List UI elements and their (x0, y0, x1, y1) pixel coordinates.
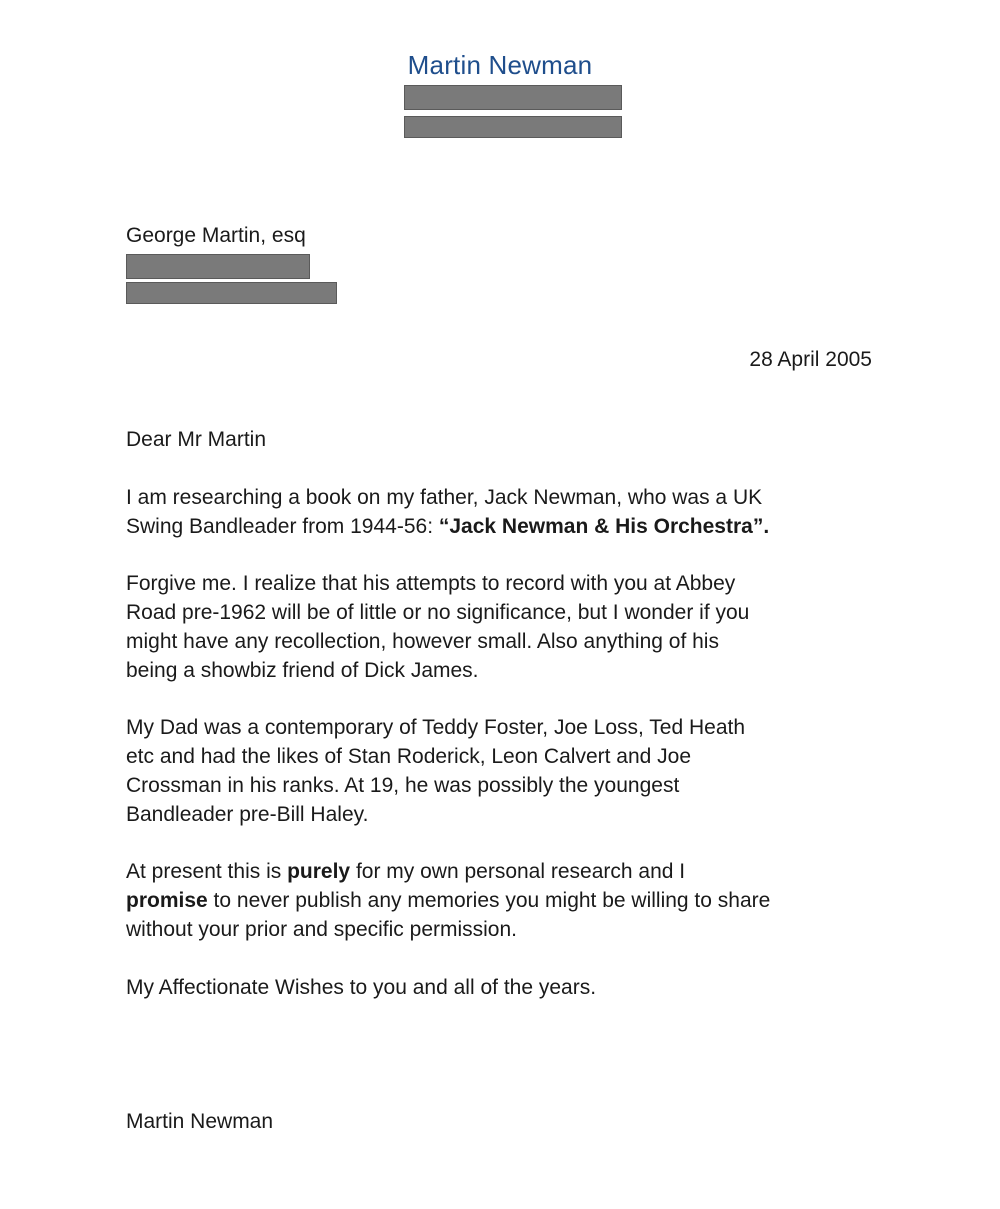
paragraph-line: being a showbiz friend of Dick James. (126, 659, 479, 682)
paragraph-line: Forgive me. I realize that his attempts to record with you at Abbey (126, 572, 736, 595)
paragraph-line: I am researching a book on my father, Jack Newman, who was a UK (126, 486, 763, 509)
orchestra-name-bold: “Jack Newman & His Orchestra”. (438, 515, 770, 538)
sender-name: Martin Newman (407, 50, 593, 80)
paragraph-line: might have any recollection, however small. Also anything of his (126, 630, 719, 653)
sender-address-redaction (404, 116, 622, 138)
signature-name: Martin Newman (126, 1110, 274, 1133)
salutation: Dear Mr Martin (126, 428, 267, 451)
text-segment: to never publish any memories you might be willing to share (207, 889, 771, 912)
emphasis-promise: promise (126, 889, 208, 912)
paragraph-line: Bandleader pre-Bill Haley. (126, 803, 369, 826)
paragraph-3 (126, 713, 916, 829)
letter-date: 28 April 2005 (749, 348, 872, 371)
recipient-address-redaction (126, 254, 310, 279)
paragraph-line: My Dad was a contemporary of Teddy Foster, Joe Loss, Ted Heath (126, 716, 746, 739)
paragraph-line (126, 512, 916, 541)
paragraph-line: etc and had the likes of Stan Roderick, Leon Calvert and Joe (126, 745, 692, 768)
text-segment: At present this is (126, 860, 288, 883)
paragraph-line (126, 857, 916, 886)
text-segment: for my own personal research and I (350, 860, 686, 883)
paragraph-line: Road pre-1962 will be of little or no significance, but I wonder if you (126, 601, 750, 624)
recipient-address-redaction (126, 282, 337, 304)
sender-address-redaction (404, 85, 622, 110)
paragraph-line (126, 886, 916, 915)
paragraph-line: without your prior and specific permission. (126, 918, 518, 941)
paragraph-2 (126, 569, 916, 685)
text-segment: Swing Bandleader from 1944-56: (126, 515, 439, 538)
emphasis-purely: purely (287, 860, 351, 883)
paragraph-4 (126, 857, 916, 944)
paragraph-line: Crossman in his ranks. At 19, he was possibly the youngest (126, 774, 680, 797)
closing-line: My Affectionate Wishes to you and all of the years. (126, 976, 597, 999)
recipient-name: George Martin, esq (126, 224, 306, 247)
paragraph-1 (126, 483, 916, 541)
